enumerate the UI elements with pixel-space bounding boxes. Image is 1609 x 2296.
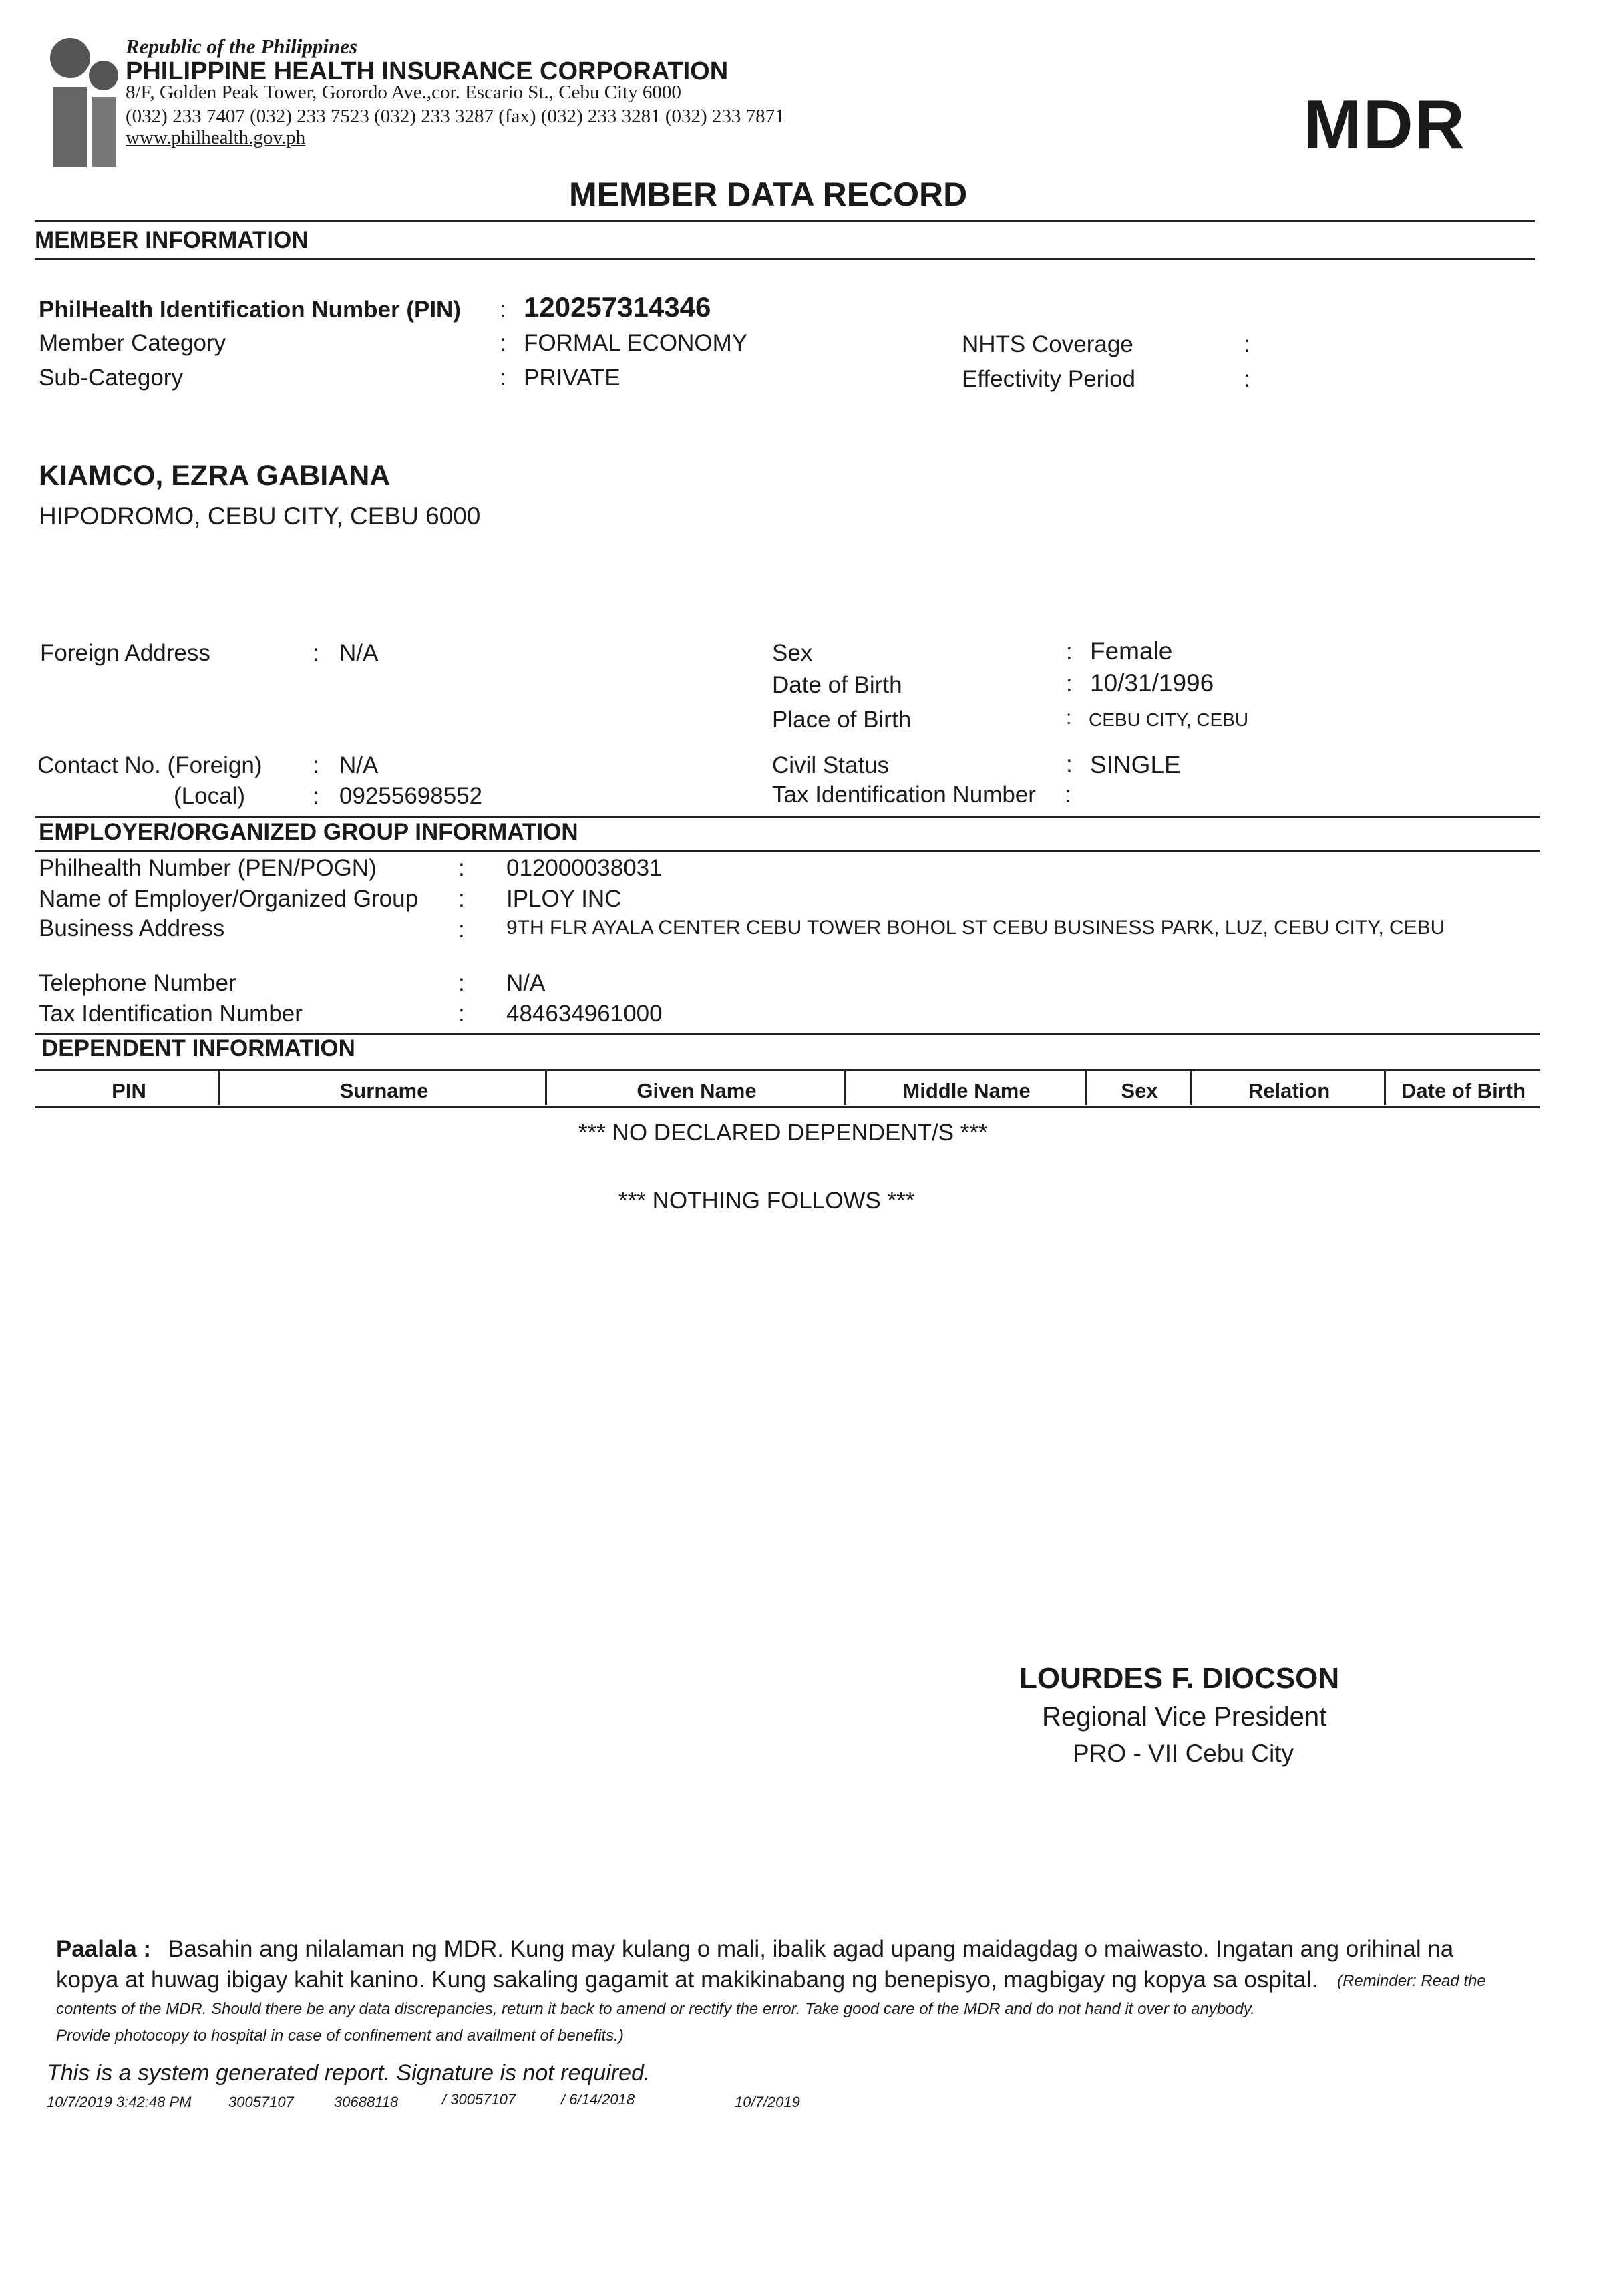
stamp-date-1: / 6/14/2018 — [561, 2091, 635, 2108]
reminder-en-1: (Reminder: Read the — [1337, 1972, 1486, 1990]
member-section-divider — [35, 258, 1535, 260]
reminder-line-2: kopya at huwag ibigay kahit kanino. Kung sakaling gagamit at makikinabang ng benepisyo, magbigay ng kopya sa ospital. — [56, 1967, 1318, 1993]
dependents-section-title: DEPENDENT INFORMATION — [41, 1035, 355, 1061]
telephone-label: Telephone Number — [39, 970, 236, 996]
no-dependents-note: *** NO DECLARED DEPENDENT/S *** — [578, 1120, 988, 1146]
member-tin-label: Tax Identification Number — [772, 782, 1036, 808]
pin-colon: : — [500, 297, 506, 323]
dependents-header-bottom-line — [35, 1106, 1540, 1108]
subcategory-value: PRIVATE — [524, 365, 620, 391]
org-name: PHILIPPINE HEALTH INSURANCE CORPORATION — [126, 57, 729, 86]
page-title: MEMBER DATA RECORD — [569, 176, 968, 213]
col-divider — [844, 1070, 846, 1105]
philhealth-logo-icon — [40, 30, 127, 170]
civil-status-value: SINGLE — [1090, 751, 1181, 778]
pen-label: Philhealth Number (PEN/POGN) — [39, 855, 377, 881]
stamp-datetime: 10/7/2019 3:42:48 PM — [47, 2094, 192, 2110]
effectivity-label: Effectivity Period — [962, 366, 1136, 392]
employer-section-divider — [35, 850, 1540, 852]
org-address: 8/F, Golden Peak Tower, Gorordo Ave.,cor. Escario St., Cebu City 6000 — [126, 81, 681, 103]
sex-label: Sex — [772, 640, 813, 666]
stamp-date-2: 10/7/2019 — [735, 2094, 800, 2110]
reminder-en-2: contents of the MDR. Should there be any data discrepancies, return it back to amend or rectify the error. Take good care of the MDR and do not hand it over to anybody. — [56, 2000, 1255, 2018]
contact-local-label: (Local) — [174, 783, 245, 809]
employer-tin-colon: : — [458, 1001, 465, 1027]
pob-label: Place of Birth — [772, 707, 912, 733]
civil-status-colon: : — [1066, 751, 1073, 777]
dob-label: Date of Birth — [772, 672, 902, 698]
business-address-label: Business Address — [39, 915, 225, 941]
nothing-follows-note: *** NOTHING FOLLOWS *** — [618, 1188, 915, 1214]
employer-tin-label: Tax Identification Number — [39, 1001, 303, 1027]
contact-foreign-value: N/A — [339, 752, 379, 778]
reminder-en-3: Provide photocopy to hospital in case of confinement and availment of benefits.) — [56, 2027, 624, 2045]
telephone-colon: : — [458, 970, 465, 996]
pin-label: PhilHealth Identification Number (PIN) — [39, 297, 461, 323]
reminder-line-1: Basahin ang nilalaman ng MDR. Kung may kulang o mali, ibalik agad upang maidagdag o maiwasto. Ingatan ang orihinal na — [168, 1936, 1454, 1962]
effectivity-colon: : — [1244, 366, 1250, 392]
republic-line: Republic of the Philippines — [126, 35, 358, 58]
col-date-of-birth: Date of Birth — [1401, 1079, 1526, 1102]
signatory-name: LOURDES F. DIOCSON — [1019, 1662, 1340, 1695]
stamp-id-2: 30688118 — [334, 2094, 399, 2110]
col-divider — [1190, 1070, 1192, 1105]
civil-status-label: Civil Status — [772, 752, 890, 778]
stamp-id-1: 30057107 — [228, 2094, 294, 2110]
col-surname: Surname — [339, 1079, 429, 1102]
col-divider — [218, 1070, 220, 1105]
sex-colon: : — [1066, 639, 1073, 665]
business-address-colon: : — [458, 917, 465, 943]
title-divider — [35, 220, 1535, 222]
employer-name-value: IPLOY INC — [506, 886, 622, 912]
subcategory-colon: : — [500, 365, 506, 391]
signatory-position: Regional Vice President — [1042, 1702, 1327, 1732]
dob-colon: : — [1066, 671, 1073, 697]
category-value: FORMAL ECONOMY — [524, 330, 748, 356]
col-pin: PIN — [112, 1079, 146, 1102]
org-website[interactable]: www.philhealth.gov.ph — [126, 127, 306, 148]
employer-top-divider — [35, 816, 1540, 818]
dependents-header-top-line — [35, 1069, 1540, 1071]
foreign-address-label: Foreign Address — [40, 640, 210, 666]
pin-value: 120257314346 — [524, 291, 711, 323]
dependents-top-divider — [35, 1033, 1540, 1035]
pob-value: CEBU CITY, CEBU — [1089, 709, 1249, 730]
employer-name-colon: : — [458, 886, 465, 912]
signatory-office: PRO - VII Cebu City — [1073, 1740, 1294, 1767]
employer-section-title: EMPLOYER/ORGANIZED GROUP INFORMATION — [39, 819, 578, 845]
contact-local-value: 09255698552 — [339, 783, 483, 809]
sex-value: Female — [1090, 637, 1173, 665]
category-label: Member Category — [39, 330, 226, 356]
business-address-value: 9TH FLR AYALA CENTER CEBU TOWER BOHOL ST CEBU BUSINESS PARK, LUZ, CEBU CITY, CEBU — [506, 917, 1445, 939]
dob-value: 10/31/1996 — [1090, 669, 1214, 697]
col-relation: Relation — [1248, 1079, 1330, 1102]
col-divider — [545, 1070, 547, 1105]
nhts-colon: : — [1244, 331, 1250, 357]
member-tin-colon: : — [1065, 782, 1071, 808]
form-code: MDR — [1304, 86, 1466, 164]
member-address: HIPODROMO, CEBU CITY, CEBU 6000 — [39, 502, 481, 530]
stamp-id-3: / 30057107 — [442, 2091, 516, 2108]
employer-tin-value: 484634961000 — [506, 1001, 663, 1027]
pen-value: 012000038031 — [506, 855, 663, 881]
col-sex: Sex — [1121, 1079, 1158, 1102]
member-name: KIAMCO, EZRA GABIANA — [39, 460, 391, 492]
category-colon: : — [500, 330, 506, 356]
foreign-address-colon: : — [313, 640, 319, 666]
contact-local-colon: : — [313, 783, 319, 809]
system-generated-note: This is a system generated report. Signature is not required. — [47, 2060, 651, 2086]
pen-colon: : — [458, 855, 465, 881]
contact-foreign-colon: : — [313, 752, 319, 778]
employer-name-label: Name of Employer/Organized Group — [39, 886, 419, 912]
foreign-address-value: N/A — [339, 640, 379, 666]
col-divider — [1384, 1070, 1386, 1105]
reminder-label: Paalala : — [56, 1936, 152, 1962]
subcategory-label: Sub-Category — [39, 365, 183, 391]
contact-foreign-label: Contact No. (Foreign) — [37, 752, 262, 778]
member-section-title: MEMBER INFORMATION — [35, 227, 309, 253]
org-phones: (032) 233 7407 (032) 233 7523 (032) 233 3287 (fax) (032) 233 3281 (032) 233 7871 — [126, 106, 785, 127]
telephone-value: N/A — [506, 970, 546, 996]
col-divider — [1085, 1070, 1087, 1105]
col-given-name: Given Name — [637, 1079, 757, 1102]
nhts-label: NHTS Coverage — [962, 331, 1133, 357]
pob-colon: : — [1066, 707, 1072, 729]
col-middle-name: Middle Name — [902, 1079, 1031, 1102]
